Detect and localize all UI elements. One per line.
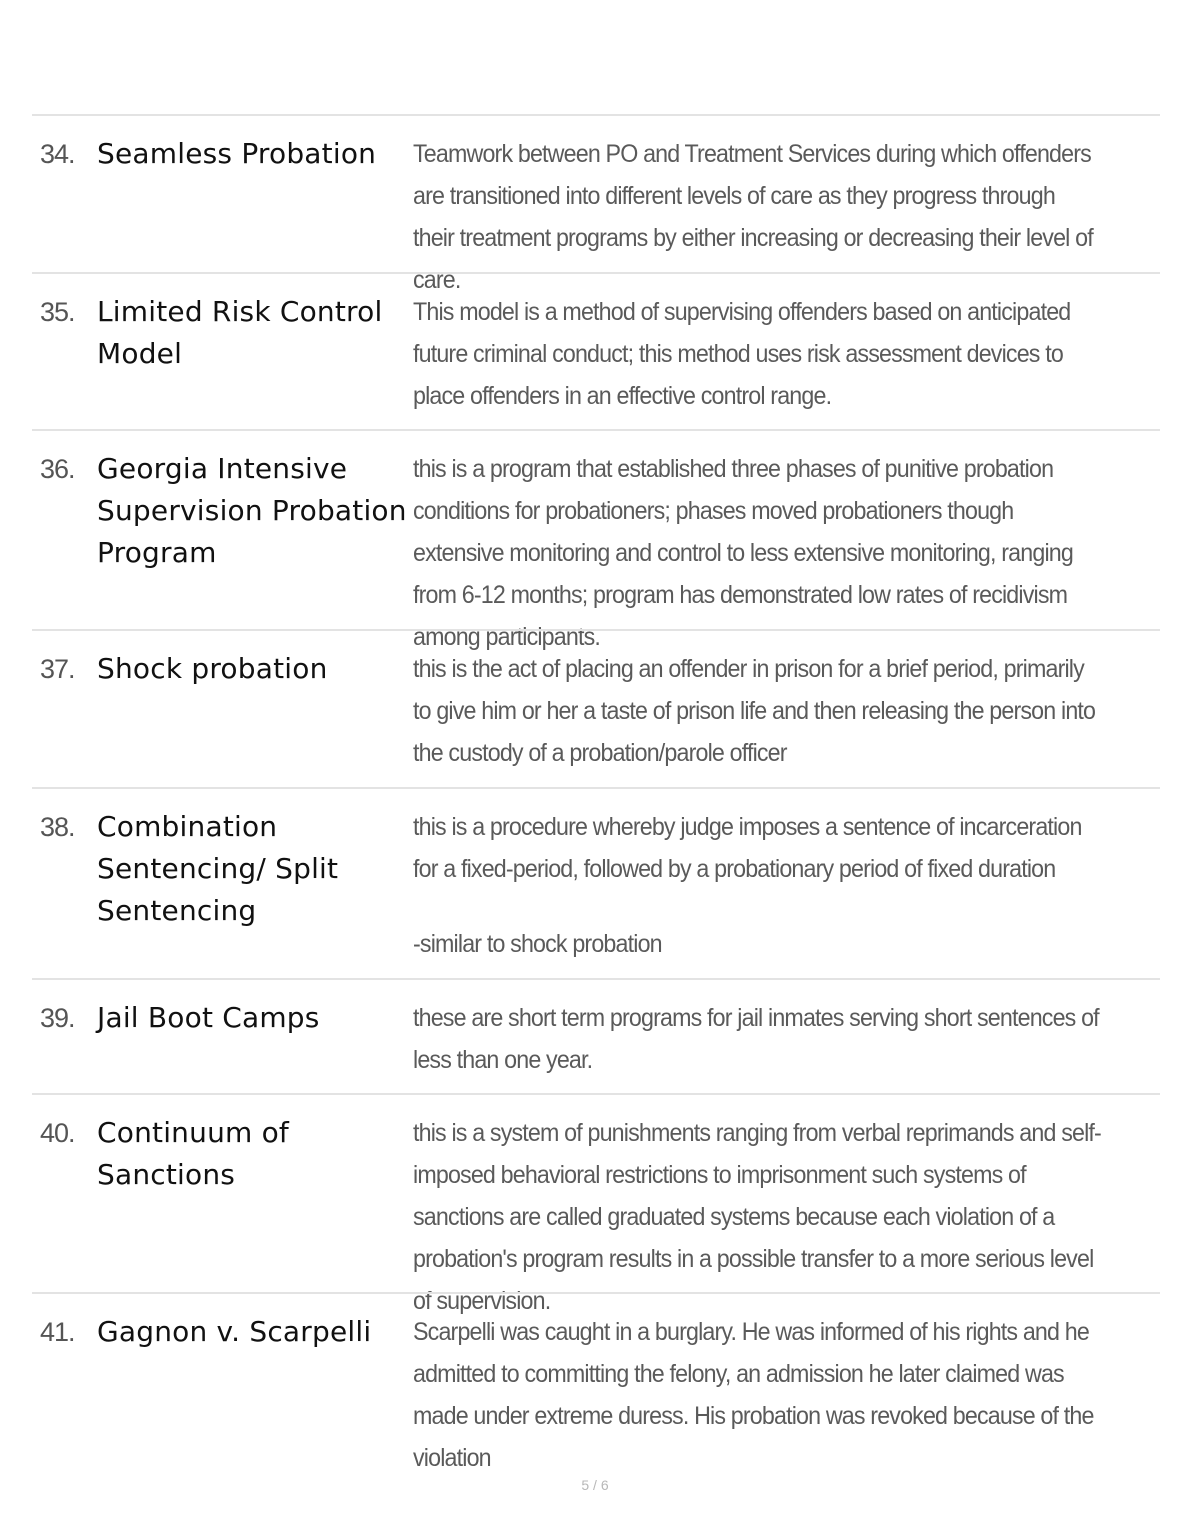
- card-definition: [413, 291, 1101, 417]
- definition-note: -similar to shock probation: [413, 930, 662, 958]
- definition-text: this is the act of placing an offender in prison for a brief period, primarily to give him or her a taste of prison life and then releasing the person into the custody of a probation/parole officer: [413, 655, 1096, 767]
- flashcard-36: [32, 429, 1160, 651]
- card-definition: [413, 1311, 1101, 1479]
- card-term: Seamless Probation: [97, 137, 377, 170]
- card-number: 40.: [40, 1118, 75, 1148]
- card-term: Continuum of Sanctions: [97, 1116, 289, 1191]
- card-definition: [413, 1112, 1101, 1322]
- definition-text: Scarpelli was caught in a burglary. He was informed of his rights and he admitted to committing the felony, an admission he later claimed was made under extreme duress. His probation was revoked because of the violation: [413, 1318, 1094, 1472]
- card-term: Limited Risk Control Model: [97, 295, 383, 370]
- card-term: Combination Sentencing/ Split Sentencing: [97, 810, 339, 927]
- definition-text: Teamwork between PO and Treatment Services during which offenders are transitioned into different levels of care as they progress through their treatment programs by either increasing or decreasing their level of care.: [413, 140, 1093, 294]
- card-term: Gagnon v. Scarpelli: [97, 1315, 372, 1348]
- definition-text: this is a procedure whereby judge imposes a sentence of incarceration for a fixed-period, followed by a probationary period of fixed duration: [413, 813, 1082, 883]
- card-number: 37.: [40, 654, 75, 684]
- card-definition: [413, 997, 1101, 1081]
- flashcard-37: [32, 629, 1160, 787]
- card-number: 39.: [40, 1003, 75, 1033]
- card-term: Jail Boot Camps: [97, 1001, 320, 1034]
- card-number: 36.: [40, 454, 75, 484]
- page-indicator: 5 / 6: [581, 1477, 609, 1493]
- card-number: 41.: [40, 1317, 75, 1347]
- definition-text: these are short term programs for jail inmates serving short sentences of less than one year.: [413, 1004, 1099, 1074]
- card-number: 35.: [40, 297, 75, 327]
- definition-text: this is a system of punishments ranging from verbal reprimands and self-imposed behavioral restrictions to imprisonment such systems of sanctions are called graduated systems because each violation of a probation's program results in a possible transfer to a more serious level of supervision.: [413, 1119, 1101, 1315]
- card-number: 38.: [40, 812, 75, 842]
- flashcard-35: [32, 272, 1160, 429]
- flashcard-41: [32, 1292, 1160, 1472]
- card-definition: [413, 806, 1101, 965]
- definition-text: This model is a method of supervising offenders based on anticipated future criminal conduct; this method uses risk assessment devices to place offenders in an effective control range.: [413, 298, 1071, 410]
- flashcard-list: [32, 114, 1160, 1472]
- flashcard-39: [32, 978, 1160, 1093]
- card-definition: [413, 448, 1101, 658]
- flashcard-38: [32, 787, 1160, 978]
- card-term: Shock probation: [97, 652, 328, 685]
- card-term: Georgia Intensive Supervision Probation Program: [97, 452, 407, 569]
- flashcard-40: [32, 1093, 1160, 1315]
- card-definition: [413, 648, 1101, 774]
- card-number: 34.: [40, 139, 75, 169]
- definition-text: this is a program that established three phases of punitive probation conditions for probationers; phases moved probationers though extensive monitoring and control to less extensive monitoring, ranging from 6-12 months; program has demonstrated low rates of recidivism among participants.: [413, 455, 1073, 651]
- flashcard-34: [32, 114, 1160, 294]
